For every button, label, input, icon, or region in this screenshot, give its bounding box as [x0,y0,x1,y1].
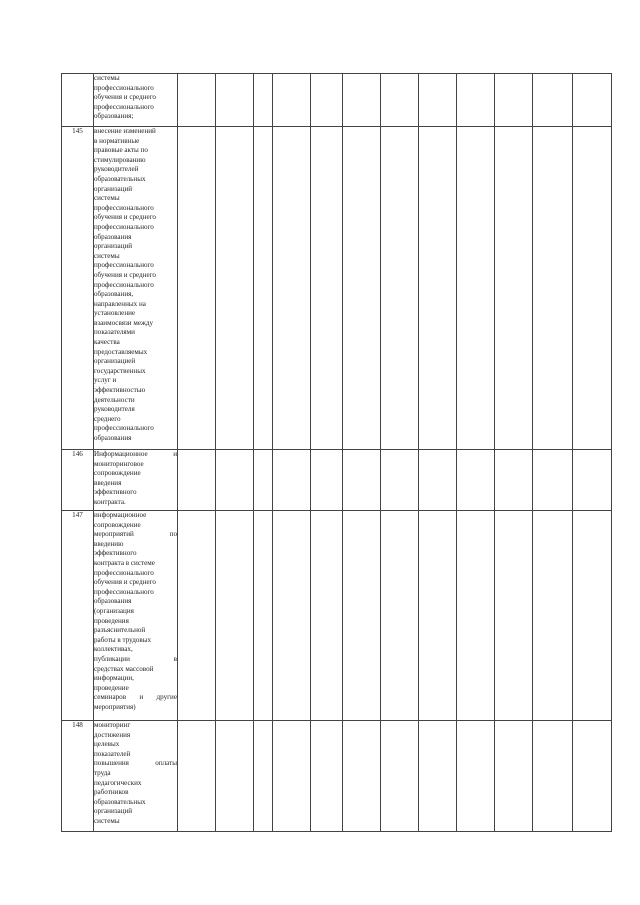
empty-cell [573,511,612,721]
row-number: 146 [62,450,94,511]
empty-cell [381,511,419,721]
description-line: системы [94,74,120,82]
description-line [94,450,177,460]
table-row [62,74,612,127]
empty-cell [533,511,573,721]
empty-cell [573,127,612,450]
description-line: профессионального [94,203,154,212]
description-line: стимулированию [94,155,146,164]
empty-cell [533,127,573,450]
description-line: государственных [94,366,146,375]
empty-cell [573,721,612,832]
empty-cell [495,450,533,511]
description-line: профессионального [94,424,154,433]
empty-cell [254,511,273,721]
description-line: руководителя [94,405,135,414]
empty-cell [178,127,216,450]
description-line: эффективного [94,488,137,497]
empty-cell [573,450,612,511]
description-word: Информационное [94,450,148,458]
empty-cell [273,450,311,511]
description-line: информации, [94,674,134,683]
description-line: проведение [94,683,129,692]
description-line: системы [94,251,120,260]
empty-cell [495,74,533,127]
description-line: услуг и [94,376,117,385]
empty-cell [216,74,254,127]
description-word: публикации [94,654,130,663]
description-line [94,655,177,665]
description-line: сопровождение [94,520,141,529]
description-word: повышения [94,759,129,768]
empty-cell [381,450,419,511]
description-word: и [173,450,177,458]
description-line: целевых [94,740,120,749]
description-word: мероприятий [94,530,134,539]
description-word: и [139,693,144,702]
empty-cell [216,450,254,511]
row-description [94,721,178,832]
description-line: профессионального [94,102,154,111]
empty-cell [311,127,343,450]
empty-cell [311,721,343,832]
row-description [94,511,178,721]
description-line: контракта в системе [94,558,155,567]
description-line: обучения и среднего [94,578,156,587]
empty-cell [419,127,457,450]
row-description [94,74,178,127]
empty-cell [343,450,381,511]
empty-cell [343,511,381,721]
description-line: образования [94,434,132,442]
empty-cell [178,450,216,511]
empty-cell [178,511,216,721]
empty-cell [254,450,273,511]
description-line: коллективах, [94,645,133,654]
empty-cell [343,721,381,832]
description-line: деятельности [94,395,135,404]
description-line: организаций [94,184,133,193]
empty-cell [419,450,457,511]
description-line: мероприятия) [94,702,136,711]
description-line: образования [94,597,132,606]
empty-cell [457,127,495,450]
description-line [94,530,177,540]
empty-cell [311,511,343,721]
description-line: в нормативные [94,136,140,145]
description-line: системы [94,816,120,825]
empty-cell [254,721,273,832]
row-number: 147 [62,511,94,721]
description-word: в [173,654,177,663]
empty-cell [495,127,533,450]
description-line: эффективностью [94,386,146,395]
empty-cell [457,721,495,832]
table-row [62,511,612,721]
empty-cell [419,511,457,721]
description-line: профессионального [94,568,154,577]
description-line: образовательных [94,797,146,806]
description-line: профессионального [94,83,154,92]
table-row [62,721,612,832]
description-line: разъяснительной [94,626,146,635]
description-word: оплаты [155,759,177,768]
empty-cell [457,450,495,511]
description-line: образования [94,232,132,241]
empty-cell [533,721,573,832]
empty-cell [343,127,381,450]
empty-cell [311,450,343,511]
description-line [94,693,177,703]
empty-cell [254,127,273,450]
empty-cell [457,74,495,127]
empty-cell [381,721,419,832]
description-line: правовые акты по [94,146,148,155]
description-line: показателей [94,749,131,758]
row-number: 145 [62,127,94,450]
description-line: профессионального [94,222,154,231]
description-line [94,759,177,769]
empty-cell [273,721,311,832]
description-line: профессионального [94,587,154,596]
table-row [62,450,612,511]
description-line: показателями [94,328,135,337]
description-line: обучения и среднего [94,213,156,222]
description-line: педагогических [94,778,142,787]
description-line: системы [94,194,120,203]
description-line: контракта. [94,497,126,506]
empty-cell [273,511,311,721]
description-line: образовательных [94,174,146,183]
empty-cell [343,74,381,127]
empty-cell [457,511,495,721]
description-word: по [169,530,177,539]
description-line: обучения и среднего [94,93,156,102]
empty-cell [216,511,254,721]
description-line: внесение изменений [94,127,156,135]
description-line: средствах массовой [94,664,154,673]
row-description [94,127,178,450]
empty-cell [216,127,254,450]
description-line: эффективного [94,549,137,558]
empty-cell [178,74,216,127]
description-line: введению [94,539,124,548]
description-line: информационное [94,511,147,519]
description-line: обучения и среднего [94,270,156,279]
empty-cell [381,74,419,127]
empty-cell [381,127,419,450]
description-line: работников [94,788,129,797]
empty-cell [216,721,254,832]
description-line: предоставляемых [94,347,148,356]
empty-cell [178,721,216,832]
description-line: мониторинговое [94,459,144,468]
empty-cell [419,721,457,832]
description-line: организацией [94,357,136,366]
empty-cell [273,74,311,127]
description-line: установление [94,309,136,318]
description-line: образования; [94,112,134,121]
description-line: проведения [94,616,129,625]
description-line: достижения [94,730,131,739]
description-line: труда [94,768,111,777]
empty-cell [573,74,612,127]
empty-cell [254,74,273,127]
description-line: организаций [94,242,133,251]
description-line: образования, [94,290,134,299]
description-line: сопровождение [94,469,141,478]
row-number: 148 [62,721,94,832]
empty-cell [533,74,573,127]
description-line: профессионального [94,261,154,270]
description-line: организаций [94,807,133,816]
empty-cell [495,511,533,721]
row-description [94,450,178,511]
empty-cell [419,74,457,127]
description-line: введения [94,478,122,487]
description-line: среднего [94,414,121,423]
budget-table [61,73,612,832]
description-line: мониторинг [94,721,131,729]
description-word: другие [156,693,177,702]
row-number [62,74,94,127]
description-line: (организация [94,606,134,615]
description-line: руководителей [94,165,139,174]
empty-cell [273,127,311,450]
table-row [62,127,612,450]
description-line: профессионального [94,280,154,289]
description-line: качества [94,338,120,347]
description-line: взаимосвязи между [94,318,154,327]
description-line: направленных на [94,299,146,308]
empty-cell [495,721,533,832]
empty-cell [311,74,343,127]
empty-cell [533,450,573,511]
description-line: работы в трудовых [94,635,152,644]
description-word: семинаров [94,693,127,702]
